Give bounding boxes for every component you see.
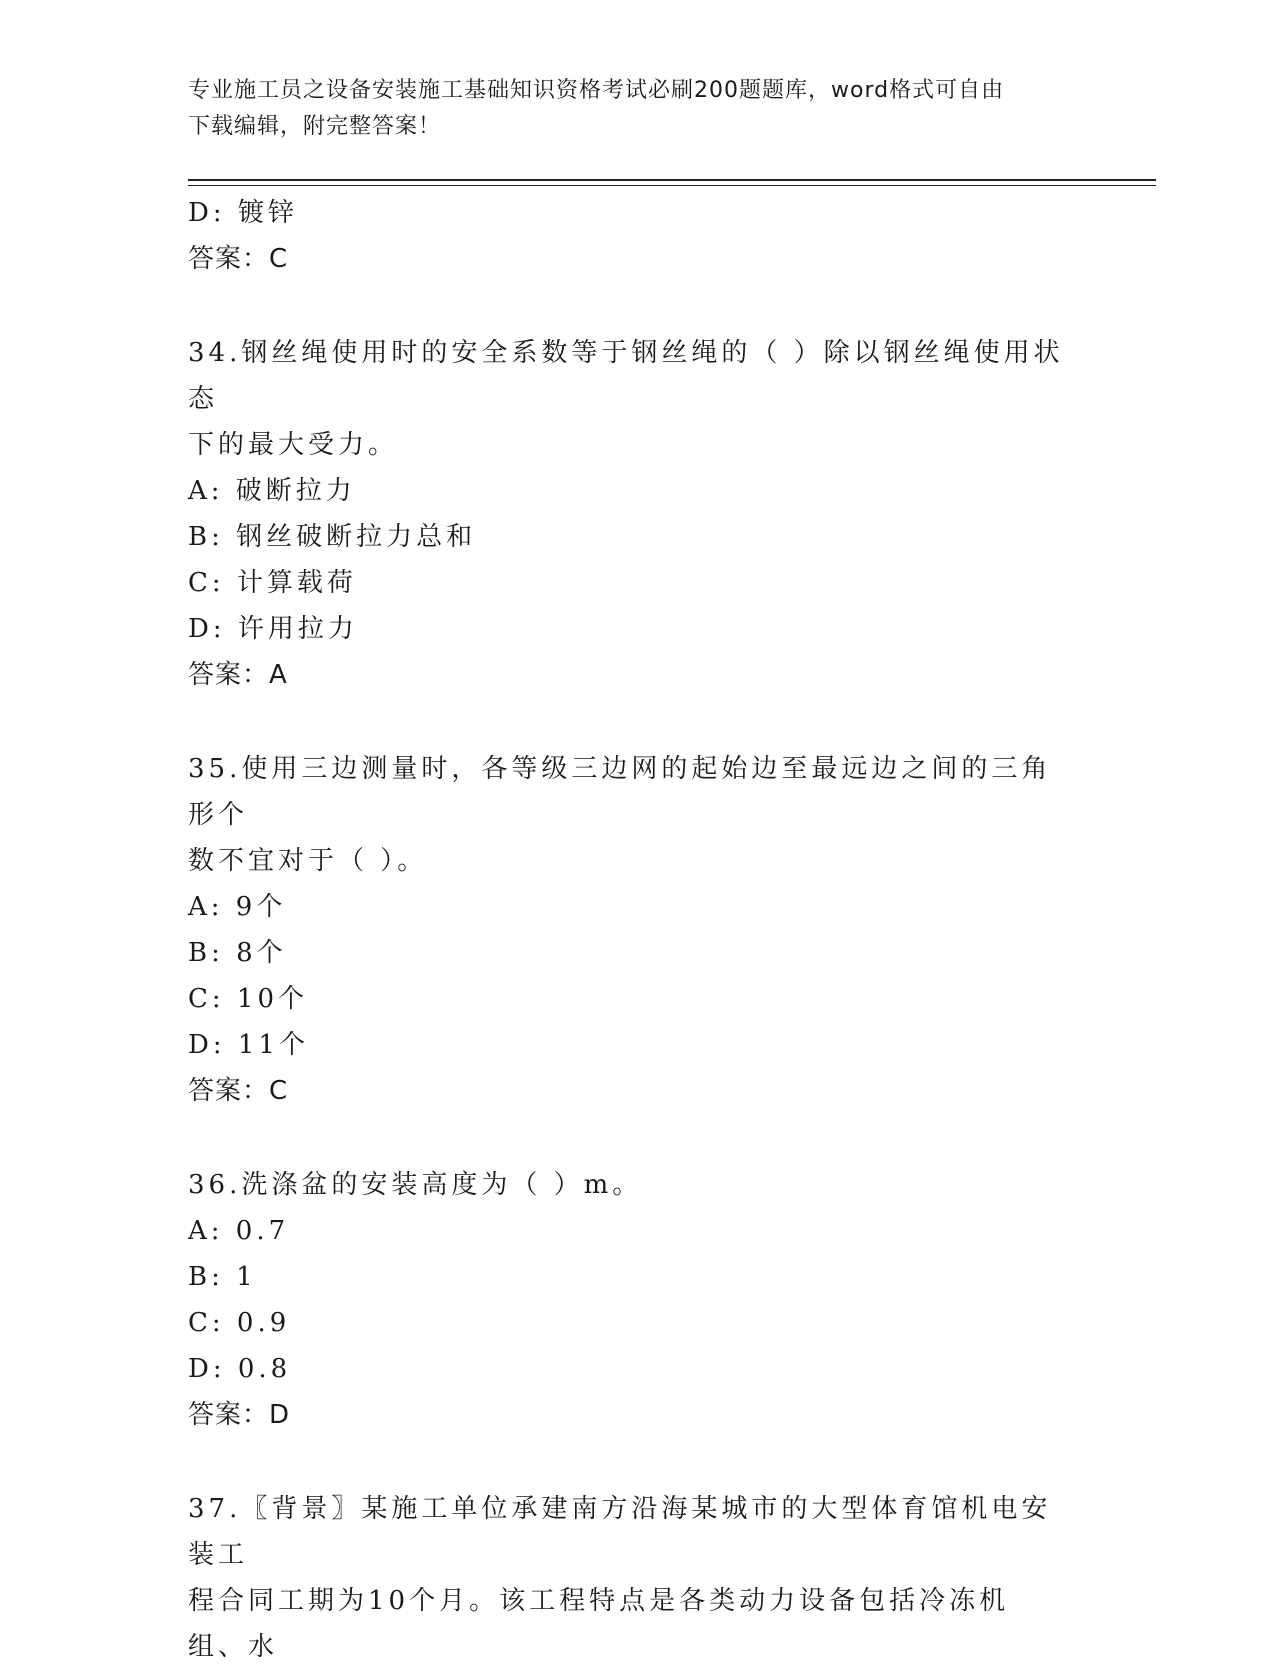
option-a: A: 9个 xyxy=(188,892,287,922)
spacer xyxy=(188,282,1088,330)
option-b: B: 钢丝破断拉力总和 xyxy=(188,522,477,552)
question-stem-line-2: 数不宜对于（ ）。 xyxy=(188,846,428,876)
option-c: C: 10个 xyxy=(188,984,309,1014)
question-stem-line-1: 34.钢丝绳使用时的安全系数等于钢丝绳的（ ）除以钢丝绳使用状态 xyxy=(188,338,1064,414)
answer-line: 答案：A xyxy=(188,660,288,690)
document-header xyxy=(188,73,1088,145)
header-title-line-1: 专业施工员之设备安装施工基础知识资格考试必刷200题题库，word格式可自由 xyxy=(188,78,1005,103)
question-stem-line-1: 37.〖背景〗某施工单位承建南方沿海某城市的大型体育馆机电安装工 xyxy=(188,1494,1052,1570)
spacer xyxy=(188,698,1088,746)
option-b: B: 1 xyxy=(188,1262,257,1292)
spacer xyxy=(188,1438,1088,1486)
question-35 xyxy=(188,746,1088,1114)
question-36 xyxy=(188,1162,1088,1438)
option-d: D: 镀锌 xyxy=(188,198,298,228)
header-divider-thick xyxy=(188,179,1156,181)
option-b: B: 8个 xyxy=(188,938,287,968)
option-a: A: 0.7 xyxy=(188,1216,290,1246)
option-d: D: 0.8 xyxy=(188,1354,292,1384)
question-stem-line-1: 35.使用三边测量时，各等级三边网的起始边至最远边之间的三角形个 xyxy=(188,754,1052,830)
answer-line: 答案：C xyxy=(188,1076,289,1106)
spacer xyxy=(188,1114,1088,1162)
question-37 xyxy=(188,1486,1088,1670)
option-a: A: 破断拉力 xyxy=(188,476,356,506)
question-stem-line-1: 36.洗涤盆的安装高度为（ ）m。 xyxy=(188,1170,643,1200)
option-c: C: 计算载荷 xyxy=(188,568,357,598)
option-d: D: 11个 xyxy=(188,1030,309,1060)
question-stem-line-2: 下的最大受力。 xyxy=(188,430,399,460)
question-34 xyxy=(188,330,1088,698)
option-c: C: 0.9 xyxy=(188,1308,291,1338)
question-stem-line-2: 程合同工期为10个月。该工程特点是各类动力设备包括冷冻机组、水 xyxy=(188,1586,1010,1662)
header-title-line-2: 下载编辑，附完整答案！ xyxy=(188,114,442,139)
answer-line: 答案：D xyxy=(188,1400,291,1430)
option-d: D: 许用拉力 xyxy=(188,614,358,644)
header-divider-thin xyxy=(188,185,1156,186)
question-list xyxy=(188,190,1088,1670)
question-prev xyxy=(188,190,1088,282)
answer-line: 答案：C xyxy=(188,244,289,274)
